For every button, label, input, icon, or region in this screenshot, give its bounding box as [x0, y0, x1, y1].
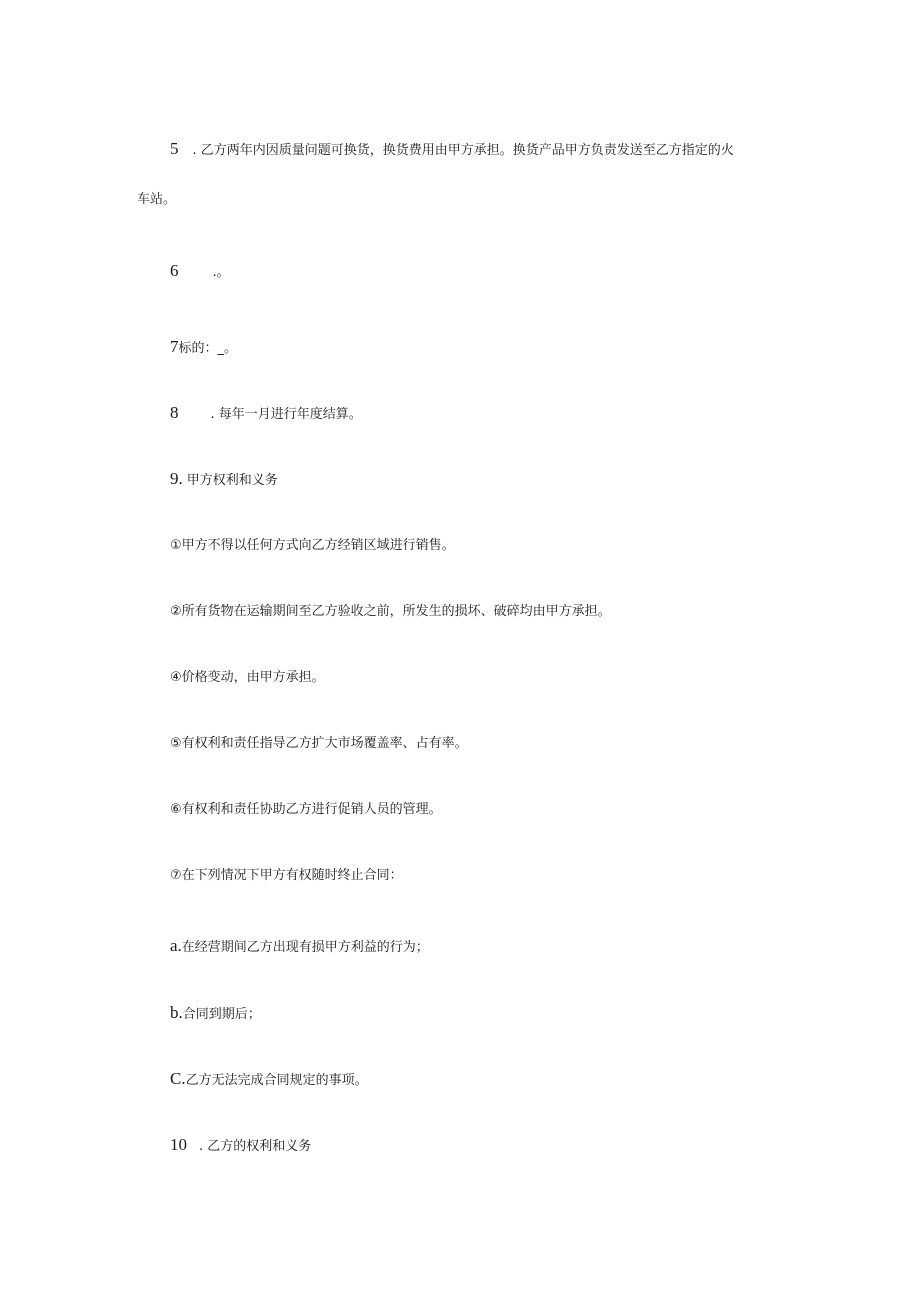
item-8-number: 8: [170, 403, 179, 422]
item-6: [170, 262, 230, 282]
item-5: [170, 140, 734, 160]
item-5-number: 5: [170, 139, 179, 158]
rights-item: ④价格变动，由甲方承担。: [170, 670, 325, 685]
item-9: [170, 470, 278, 490]
sub-item-label: C.: [170, 1069, 186, 1088]
rights-item: ⑥有权利和责任协助乙方进行促销人员的管理。: [170, 802, 442, 817]
sub-item-text: 乙方无法完成合同规定的事项。: [185, 1073, 368, 1088]
item-5-continuation: [137, 191, 176, 209]
rights-item: ⑦在下列情况下甲方有权随时终止合同：: [170, 868, 403, 883]
item-6-text: .。: [212, 265, 230, 280]
item-7-number: 7: [170, 337, 179, 356]
sub-item-label: a.: [170, 936, 182, 955]
item-6-number: 6: [170, 261, 179, 280]
sub-item-label: b.: [170, 1003, 183, 1022]
item-10-number: 10: [170, 1135, 187, 1154]
item-8-text: . 每年一月进行年度结算。: [210, 407, 362, 422]
sub-item-c: [170, 1070, 368, 1090]
item-5-text: . 乙方两年内因质量问题可换货，换货费用由甲方承担。换货产品甲方负责发送至乙方指定的火: [192, 143, 734, 158]
sub-item-text: 合同到期后；: [182, 1007, 261, 1022]
item-10-text: . 乙方的权利和义务: [199, 1139, 312, 1154]
item-5-text-line2: 车站。: [137, 192, 177, 207]
sub-item-b: [170, 1004, 261, 1024]
item-10: [170, 1136, 311, 1156]
item-9-text: 甲方权利和义务: [186, 473, 278, 488]
rights-item: ①甲方不得以任何方式向乙方经销区域进行销售。: [170, 538, 455, 553]
rights-item: ②所有货物在运输期间至乙方验收之前，所发生的损坏、破碎均由甲方承担。: [170, 604, 611, 619]
sub-item-a: [170, 937, 429, 957]
item-9-number: 9.: [170, 469, 183, 488]
sub-item-text: 在经营期间乙方出现有损甲方利益的行为；: [181, 940, 429, 955]
rights-item: ⑤有权利和责任指导乙方扩大市场覆盖率、占有率。: [170, 736, 468, 751]
item-7: [170, 338, 237, 358]
item-8: [170, 404, 362, 424]
item-7-text: 标的：_。: [178, 341, 238, 356]
